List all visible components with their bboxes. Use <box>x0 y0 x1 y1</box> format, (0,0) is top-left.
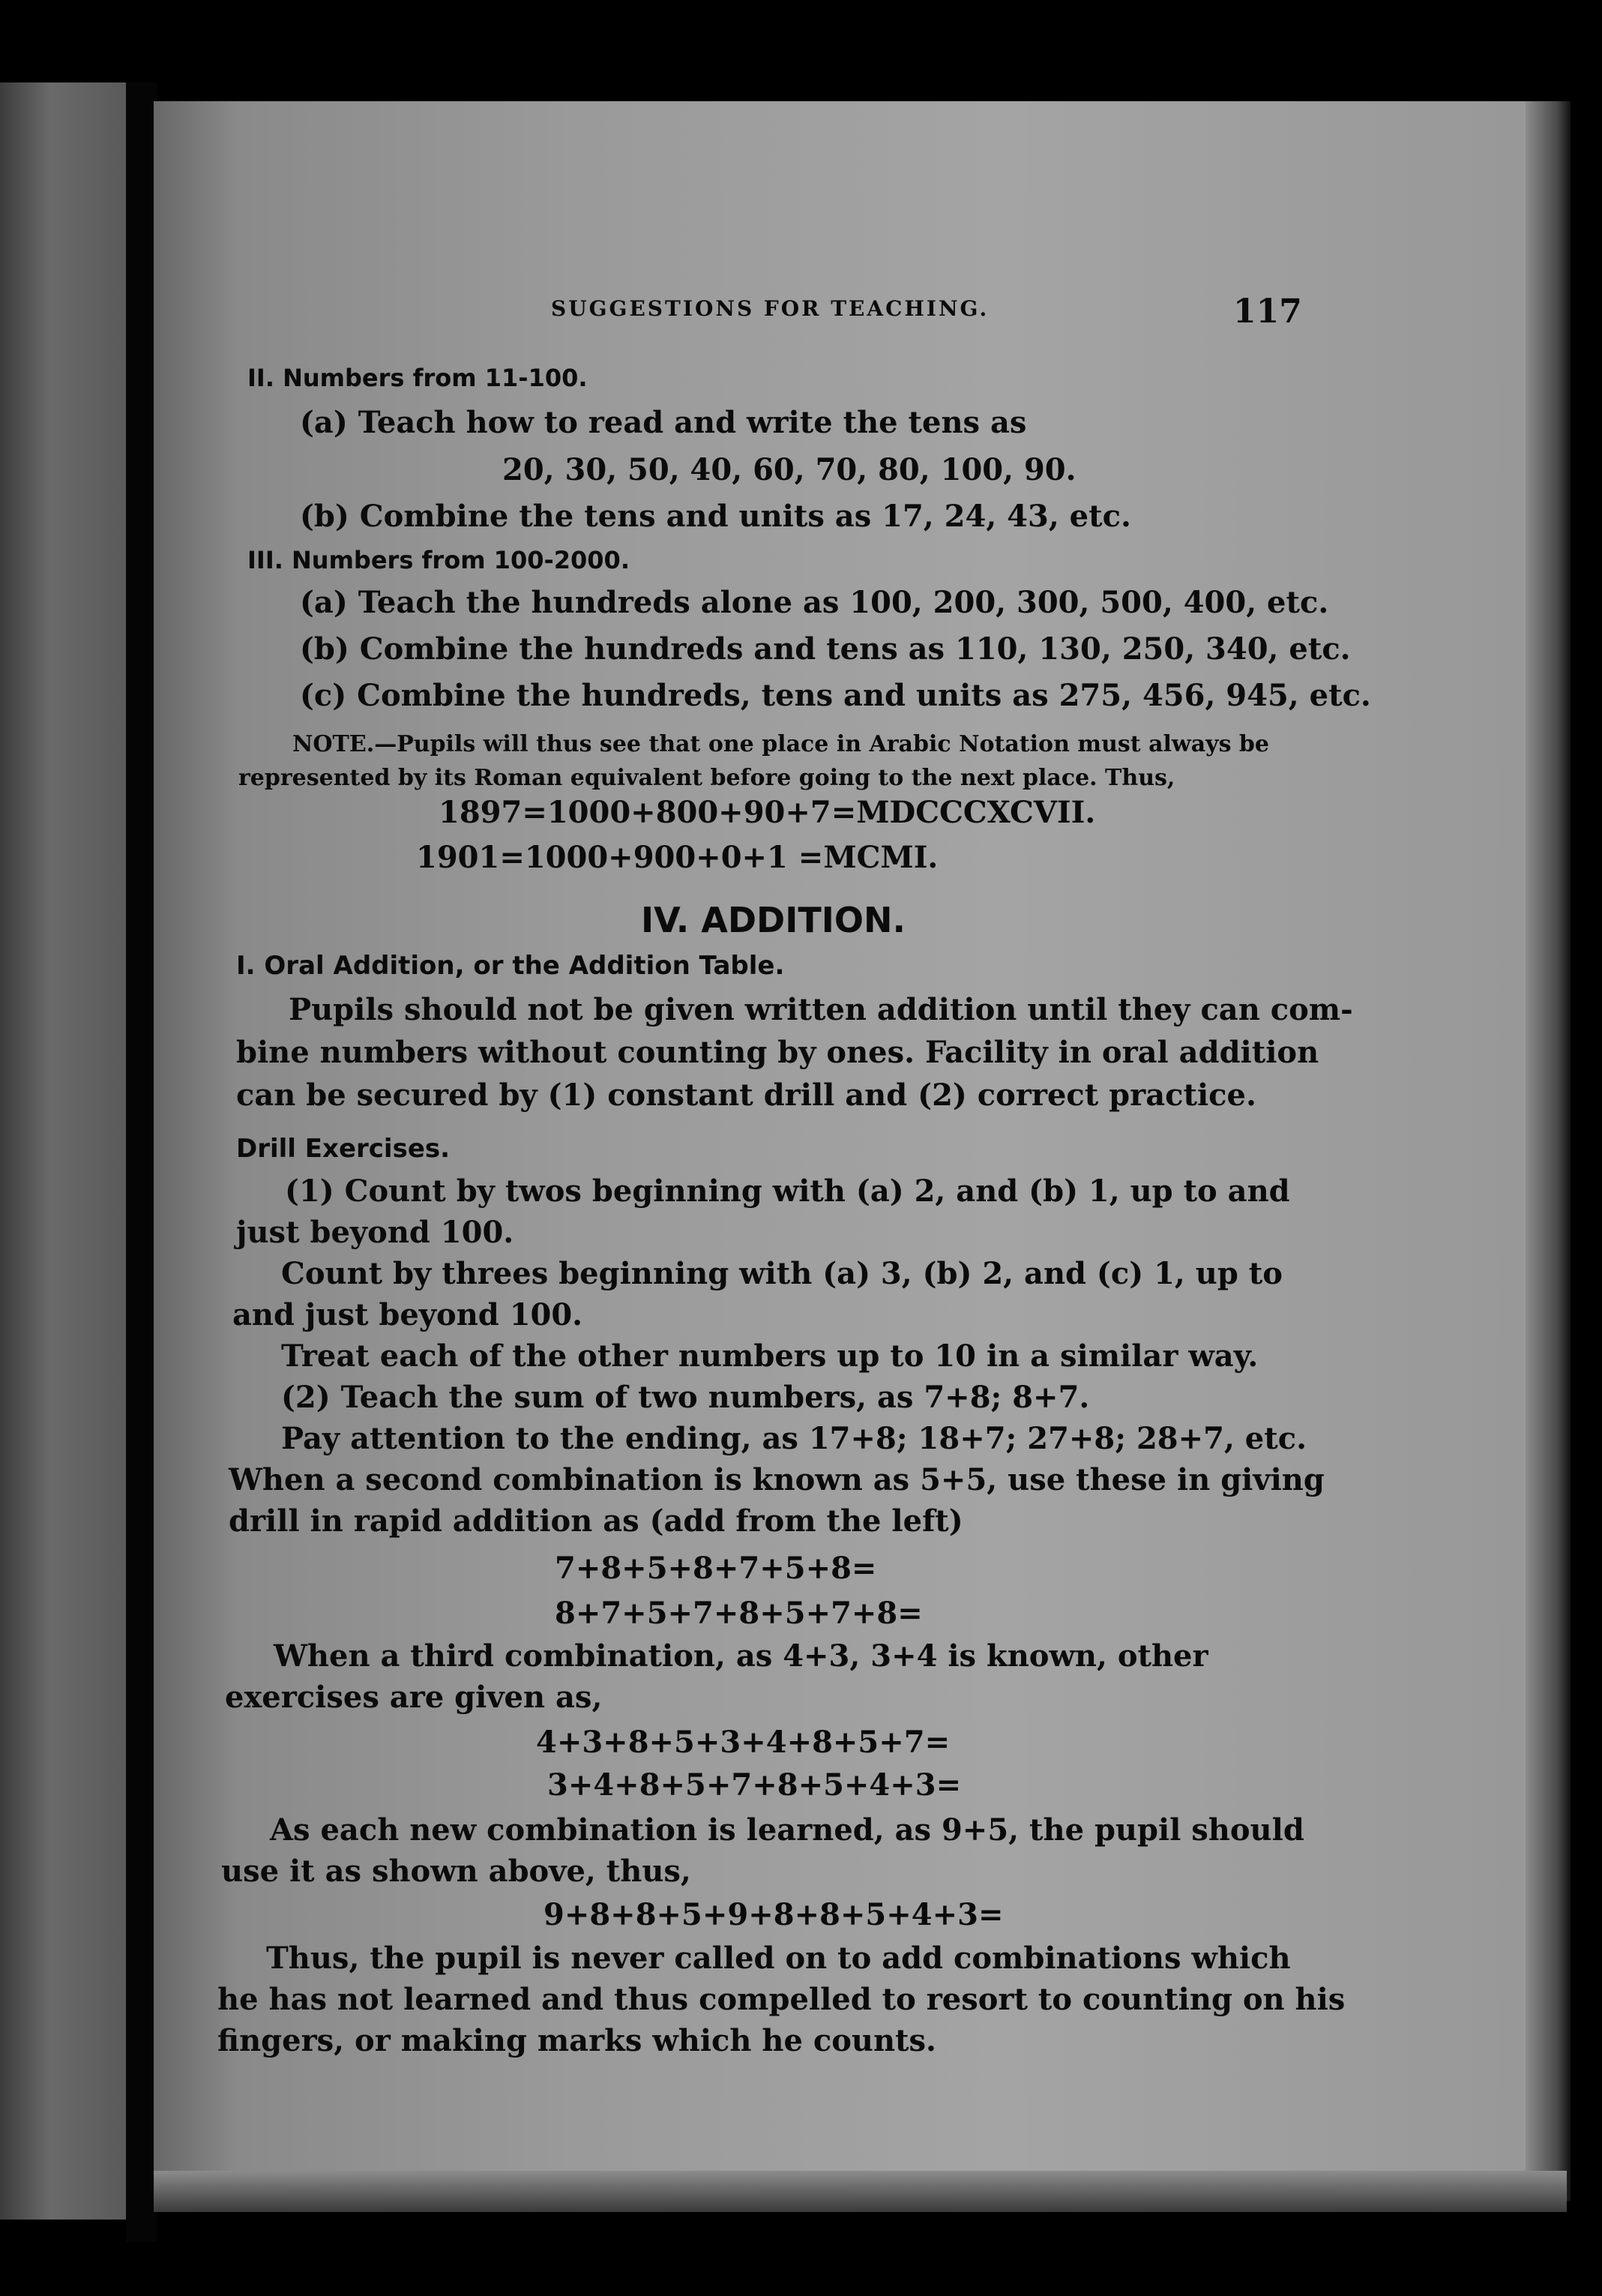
book-gutter <box>126 82 157 2242</box>
left-page-edge <box>0 82 126 2220</box>
paragraph-line: fingers, or making marks which he counts. <box>217 2023 936 2058</box>
section-iii-heading: III. Numbers from 100-2000. <box>247 546 630 574</box>
drill-line: (1) Count by twos beginning with (a) 2, and (b) 1, up to and <box>285 1173 1290 1209</box>
section-iv-title: IV. ADDITION. <box>641 900 906 940</box>
section-ii-item-a-values: 20, 30, 50, 40, 60, 70, 80, 100, 90. <box>502 452 1076 487</box>
paragraph-line: exercises are given as, <box>225 1680 603 1715</box>
exercise-sum: 8+7+5+7+8+5+7+8= <box>555 1596 923 1631</box>
paragraph-line: use it as shown above, thus, <box>221 1854 691 1889</box>
exercise-sum: 3+4+8+5+7+8+5+4+3= <box>547 1767 962 1803</box>
drill-line: When a second combination is known as 5+5, use these in giving <box>229 1462 1325 1497</box>
drill-line: Count by threes beginning with (a) 3, (b) 2, and (c) 1, up to <box>281 1256 1283 1291</box>
exercise-sum: 7+8+5+8+7+5+8= <box>555 1551 877 1586</box>
drill-line: Pay attention to the ending, as 17+8; 18+7; 27+8; 28+7, etc. <box>281 1421 1307 1456</box>
page-right-shadow <box>1526 101 1571 2201</box>
paragraph-line: bine numbers without counting by ones. Facility in oral addition <box>236 1035 1319 1070</box>
paragraph-line: can be secured by (1) constant drill and (2) correct practice. <box>236 1078 1256 1113</box>
section-iv-sub-heading: I. Oral Addition, or the Addition Table. <box>236 951 785 981</box>
paragraph-line: As each new combination is learned, as 9+5, the pupil should <box>270 1812 1304 1848</box>
note-line-1: NOTE.—Pupils will thus see that one place in Arabic Notation must always be <box>292 731 1269 757</box>
section-iii-item-b: (b) Combine the hundreds and tens as 110, 130, 250, 340, etc. <box>300 631 1351 667</box>
drill-line: Treat each of the other numbers up to 10 in a similar way. <box>281 1338 1259 1374</box>
paragraph-line: Thus, the pupil is never called on to add combinations which <box>266 1941 1291 1976</box>
paragraph-line: Pupils should not be given written addition until they can com- <box>289 992 1353 1027</box>
formula-1897: 1897=1000+800+90+7=MDCCCXCVII. <box>439 795 1096 830</box>
paragraph-line: When a third combination, as 4+3, 3+4 is known, other <box>274 1638 1208 1674</box>
section-ii-item-b: (b) Combine the tens and units as 17, 24, 43, etc. <box>300 499 1131 534</box>
formula-1901: 1901=1000+900+0+1 =MCMI. <box>416 840 939 875</box>
drill-line: just beyond 100. <box>236 1215 514 1250</box>
note-line-2: represented by its Roman equivalent before going to the next place. Thus, <box>238 765 1175 791</box>
drill-line: and just beyond 100. <box>232 1297 583 1332</box>
section-ii-item-a: (a) Teach how to read and write the tens as <box>300 405 1027 440</box>
section-iii-item-c: (c) Combine the hundreds, tens and units as 275, 456, 945, etc. <box>300 678 1371 713</box>
exercise-sum: 9+8+8+5+9+8+8+5+4+3= <box>543 1897 1004 1932</box>
section-ii-heading: II. Numbers from 11-100. <box>247 364 588 392</box>
running-head: SUGGESTIONS FOR TEACHING. <box>551 296 990 321</box>
page-bottom-shadow <box>154 2171 1567 2212</box>
page-number: 117 <box>1233 292 1302 331</box>
section-iii-item-a: (a) Teach the hundreds alone as 100, 200, 300, 500, 400, etc. <box>300 585 1329 620</box>
paragraph-line: he has not learned and thus compelled to resort to counting on his <box>217 1982 1346 2017</box>
exercise-sum: 4+3+8+5+3+4+8+5+7= <box>536 1725 951 1760</box>
drill-line: drill in rapid addition as (add from the left) <box>229 1503 963 1539</box>
drill-exercises-heading: Drill Exercises. <box>236 1134 451 1164</box>
drill-line: (2) Teach the sum of two numbers, as 7+8; 8+7. <box>281 1380 1090 1415</box>
